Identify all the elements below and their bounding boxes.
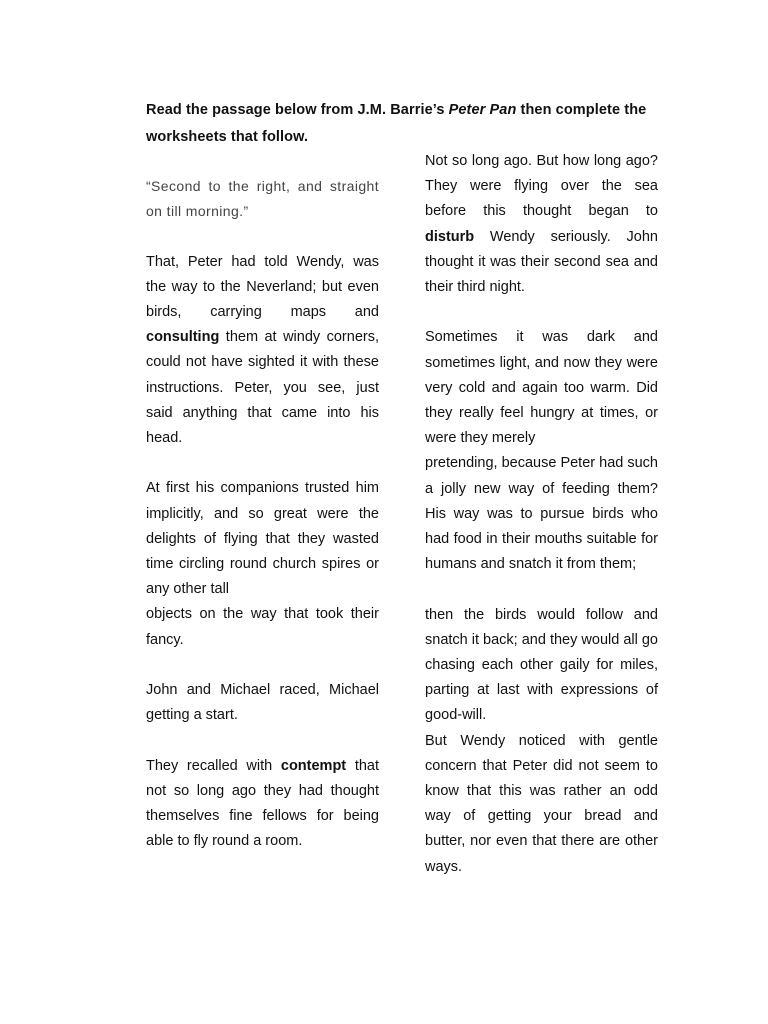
paragraph-text: them at windy corners, could not have sighted it with these instructions. Peter, you see, just said anything that came into his head. — [146, 329, 379, 447]
paragraph-wendy-concern: But Wendy noticed with gentle concern that Peter did not seem to know that this was rather an odd way of getting your bread and butter, nor even that there are other ways. — [425, 732, 658, 875]
vocab-word-disturb: disturb — [425, 228, 475, 245]
paragraph-text: They recalled with — [146, 757, 281, 774]
paragraph-contempt — [146, 754, 379, 855]
instructions-text-start: Read the passage below from J.M. Barrie’s — [146, 102, 449, 118]
paragraph-text: Wendy seriously. John thought it was their second sea and their third night. — [425, 228, 658, 296]
paragraph-companions — [146, 476, 379, 652]
paragraph-text: That, Peter had told Wendy, was the way to the Neverland; but even birds, carrying maps and — [146, 253, 379, 320]
passage-right-column — [425, 149, 658, 905]
paragraph-race: John and Michael raced, Michael getting a start. — [146, 682, 379, 724]
opening-quote: “Second to the right, and straight on till morning.” — [146, 178, 379, 220]
paragraph-text: pretending, because Peter had such a jolly new way of feeding them? His way was to pursue birds who had food in their mouths suitable for humans and snatch it from them; — [425, 455, 658, 573]
instructions-text-end: then complete the worksheets that follow. — [146, 102, 647, 145]
passage-left-column — [146, 174, 379, 880]
paragraph-feeding — [425, 325, 658, 577]
paragraph-text: Not so long ago. But how long ago? They were flying over the sea before this thought began to — [425, 153, 658, 220]
book-title: Peter Pan — [448, 102, 517, 118]
vocab-word-contempt: contempt — [280, 757, 347, 774]
paragraph-text: Sometimes it was dark and sometimes light, and now they were very cold and again too warm. Did they really feel hungry at times, or were they merely — [425, 329, 658, 447]
paragraph-text: At first his companions trusted him implicitly, and so great were the delights of flying that they wasted time circling round church spires or any other tall — [146, 480, 379, 598]
worksheet-instructions — [146, 97, 666, 151]
paragraph-how-long — [425, 149, 658, 300]
vocab-word-consulting: consulting — [146, 329, 220, 346]
paragraph-birds-chase: then the birds would follow and snatch it back; and they would all go chasing each other gaily for miles, parting at last with expressions of good-will. — [425, 606, 658, 724]
paragraph-neverland — [146, 250, 379, 452]
paragraph-text: objects on the way that took their fancy. — [146, 606, 379, 648]
paragraph-text: that not so long ago they had thought themselves fine fellows for being able to fly round a room. — [146, 757, 379, 850]
